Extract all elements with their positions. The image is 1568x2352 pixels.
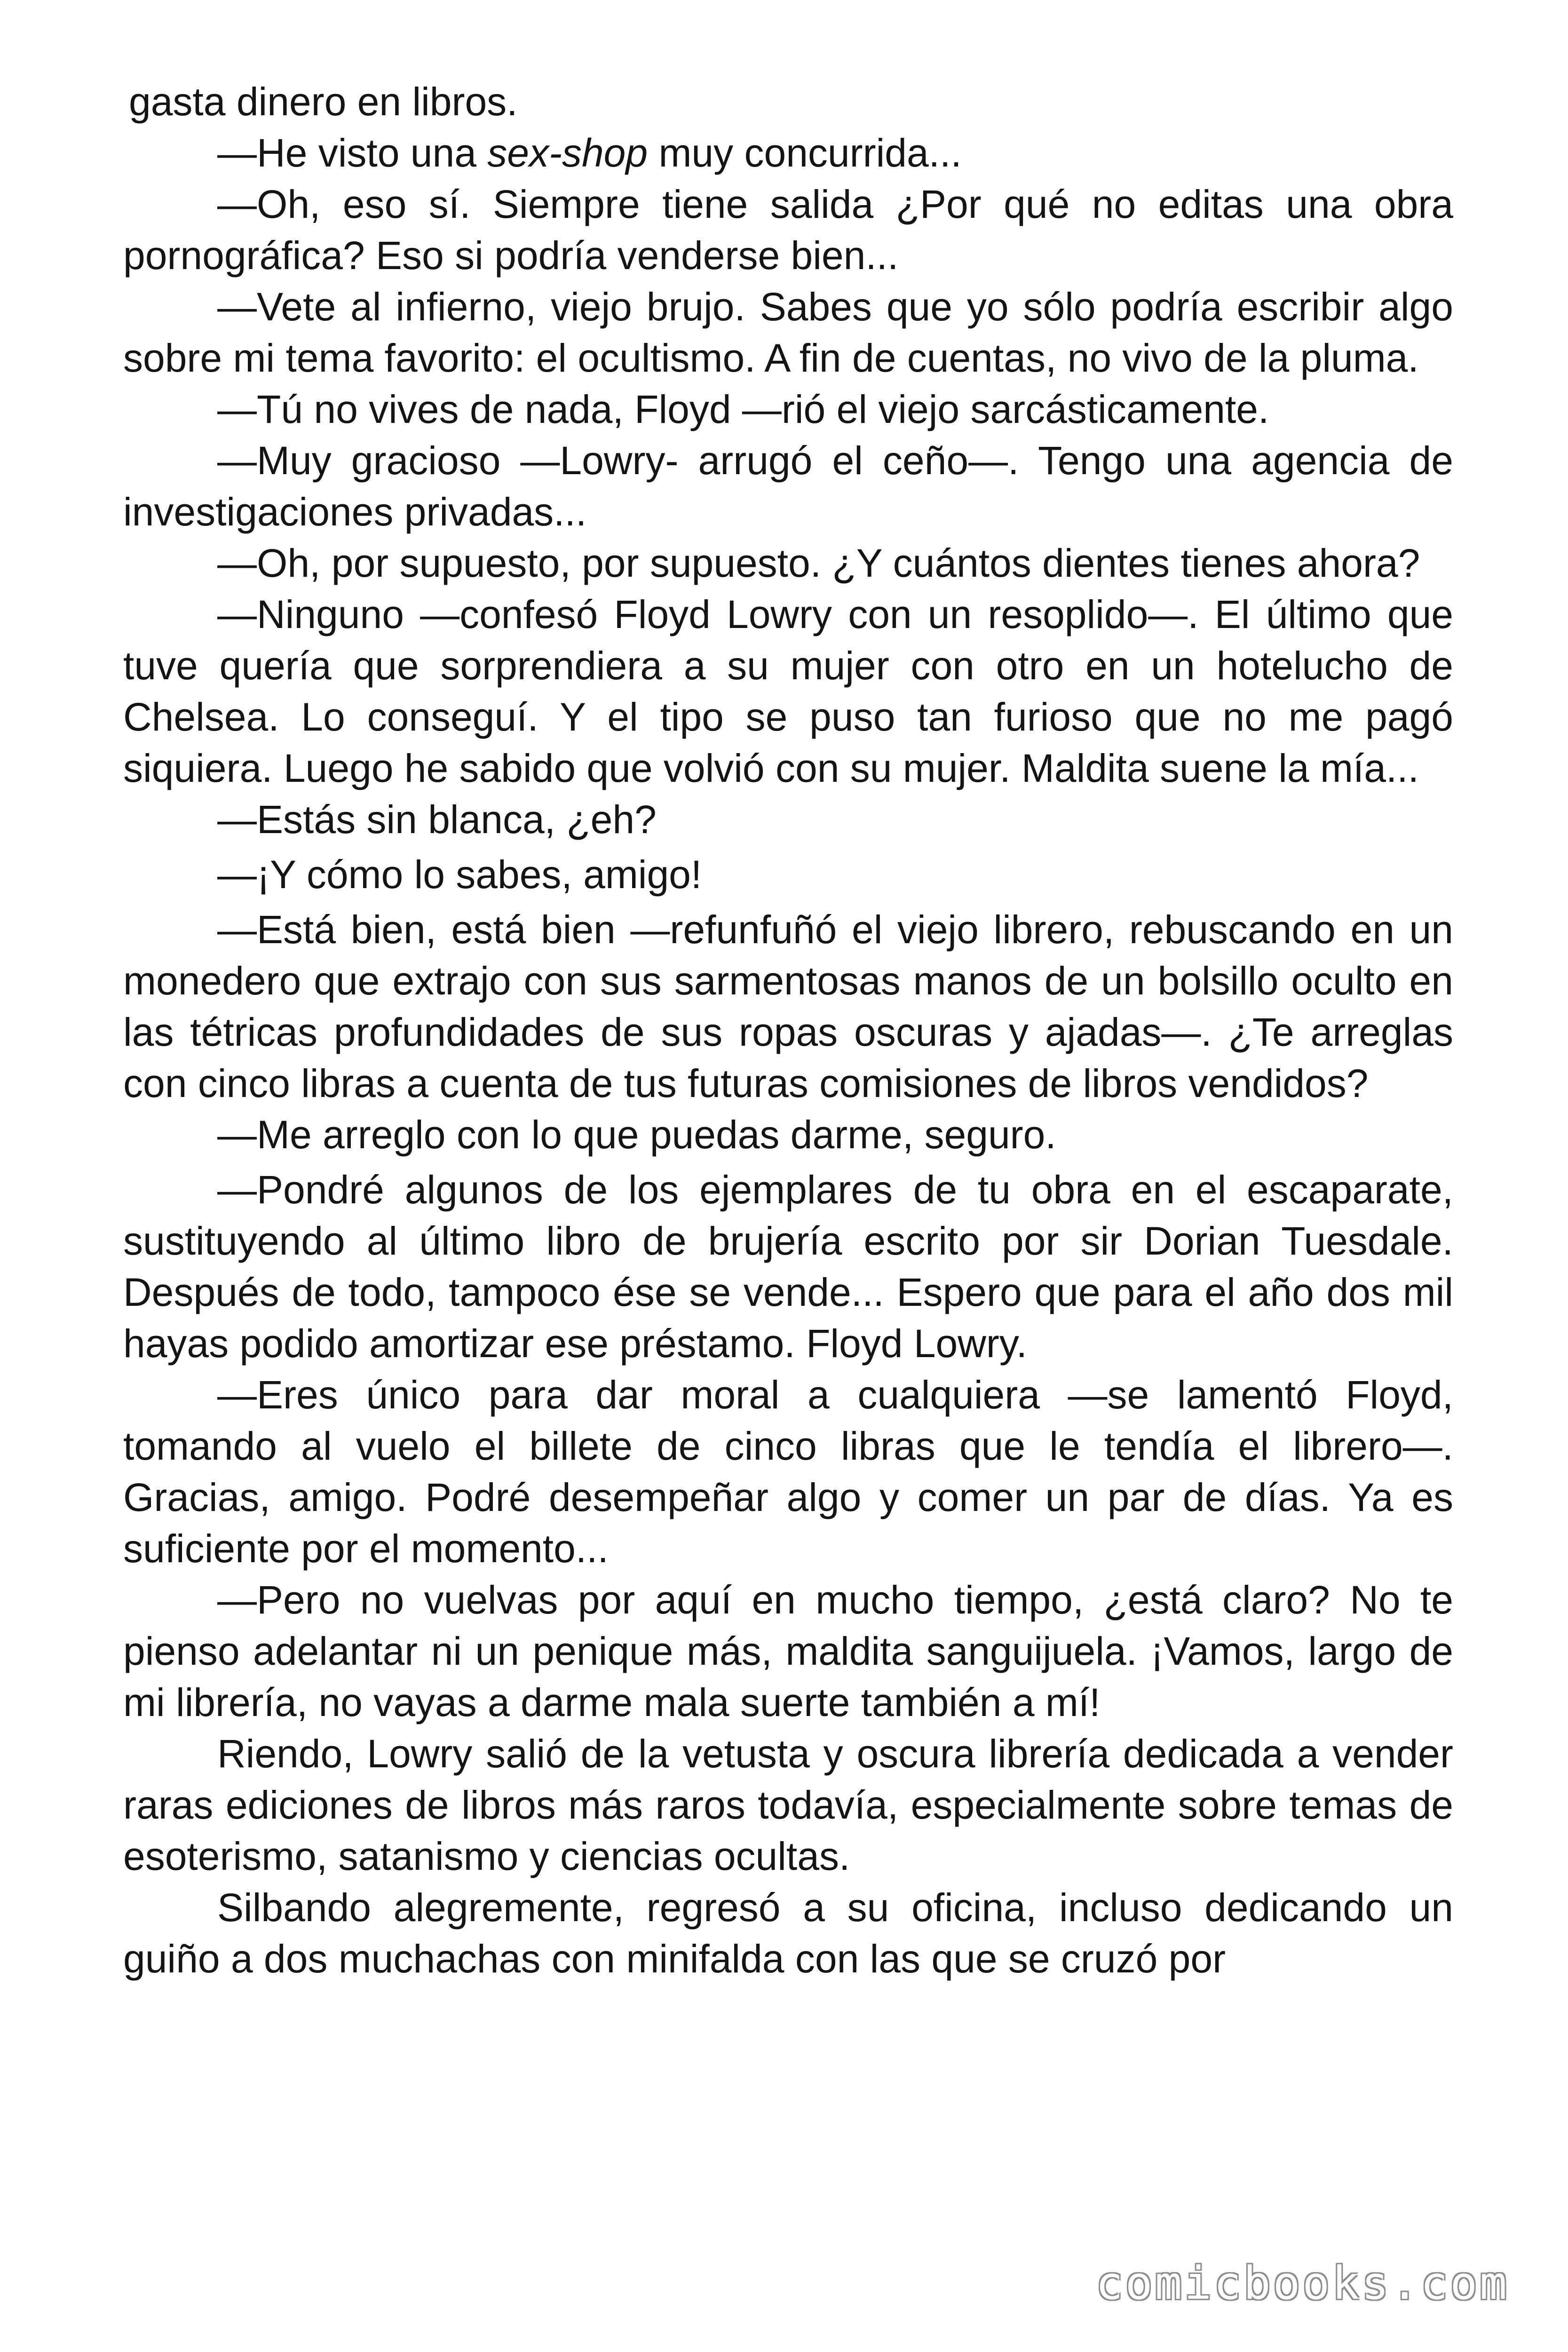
paragraph: —Vete al infierno, viejo brujo. Sabes que yo sólo podría escribir algo sobre mi tema favorito: el ocultismo. A fin de cuentas, no vivo de la pluma.: [123, 285, 1453, 380]
paragraph: —Muy gracioso —Lowry- arrugó el ceño—. Tengo una agencia de investigaciones privadas...: [123, 438, 1453, 534]
paragraph: —Pero no vuelvas por aquí en mucho tiempo, ¿está claro? No te pienso adelantar ni un penique más, maldita sanguijuela. ¡Vamos, largo de mi librería, no vayas a darme mala suerte también a mí!: [123, 1578, 1453, 1724]
paragraph-text: —He visto una: [217, 131, 488, 175]
paragraph: —Eres único para dar moral a cualquiera —se lamentó Floyd, tomando al vuelo el billete de cinco libras que le tendía el librero—. Gracias, amigo. Podré desempeñar algo y comer un par de días. Ya es suficiente por el momento...: [123, 1373, 1453, 1571]
italic-term: sex-shop: [487, 131, 648, 175]
paragraph: —Ninguno —confesó Floyd Lowry con un resoplido—. El último que tuve quería que sorprendiera a su mujer con otro en un hotelucho de Chelsea. Lo conseguí. Y el tipo se puso tan furioso que no me pagó siquiera. Luego he sabido que volvió con su mujer. Maldita suene la mía...: [123, 592, 1453, 790]
paragraph: —Está bien, está bien —refunfuñó el viejo librero, rebuscando en un monedero que extrajo con sus sarmentosas manos de un bolsillo oculto en las tétricas profundidades de sus ropas oscuras y ajadas—. ¿Te arreglas con cinco libras a cuenta de tus futuras comisiones de libros vendidos?: [123, 907, 1453, 1105]
paragraph: —Me arreglo con lo que puedas darme, seguro.: [217, 1112, 1056, 1157]
paragraph-continuation: gasta dinero en libros.: [129, 79, 518, 124]
paragraph: [123, 127, 1453, 179]
paragraph-text: muy concurrida...: [648, 131, 962, 175]
paragraph: Riendo, Lowry salió de la vetusta y oscura librería dedicada a vender raras ediciones de libros más raros todavía, especialmente sobre temas de esoterismo, satanismo y ciencias ocultas.: [123, 1732, 1453, 1878]
paragraph: —¡Y cómo lo sabes, amigo!: [217, 852, 702, 897]
paragraph: Silbando alegremente, regresó a su oficina, incluso dedicando un guiño a dos muchachas con minifalda con las que se cruzó por: [123, 1885, 1453, 1981]
watermark: comicbooks.com: [1095, 2257, 1509, 2310]
paragraph: —Pondré algunos de los ejemplares de tu obra en el escaparate, sustituyendo al último libro de brujería escrito por sir Dorian Tuesdale. Después de todo, tampoco ése se vende... Espero que para el año dos mil hayas podido amortizar ese préstamo. Floyd Lowry.: [123, 1168, 1453, 1366]
paragraph: —Oh, eso sí. Siempre tiene salida ¿Por qué no editas una obra pornográfica? Eso si podría venderse bien...: [123, 182, 1453, 278]
paragraph: —Estás sin blanca, ¿eh?: [217, 797, 657, 842]
paragraph: —Tú no vives de nada, Floyd —rió el viejo sarcásticamente.: [217, 387, 1269, 431]
book-page-text: [123, 76, 1453, 1985]
paragraph: —Oh, por supuesto, por supuesto. ¿Y cuántos dientes tienes ahora?: [217, 541, 1420, 585]
